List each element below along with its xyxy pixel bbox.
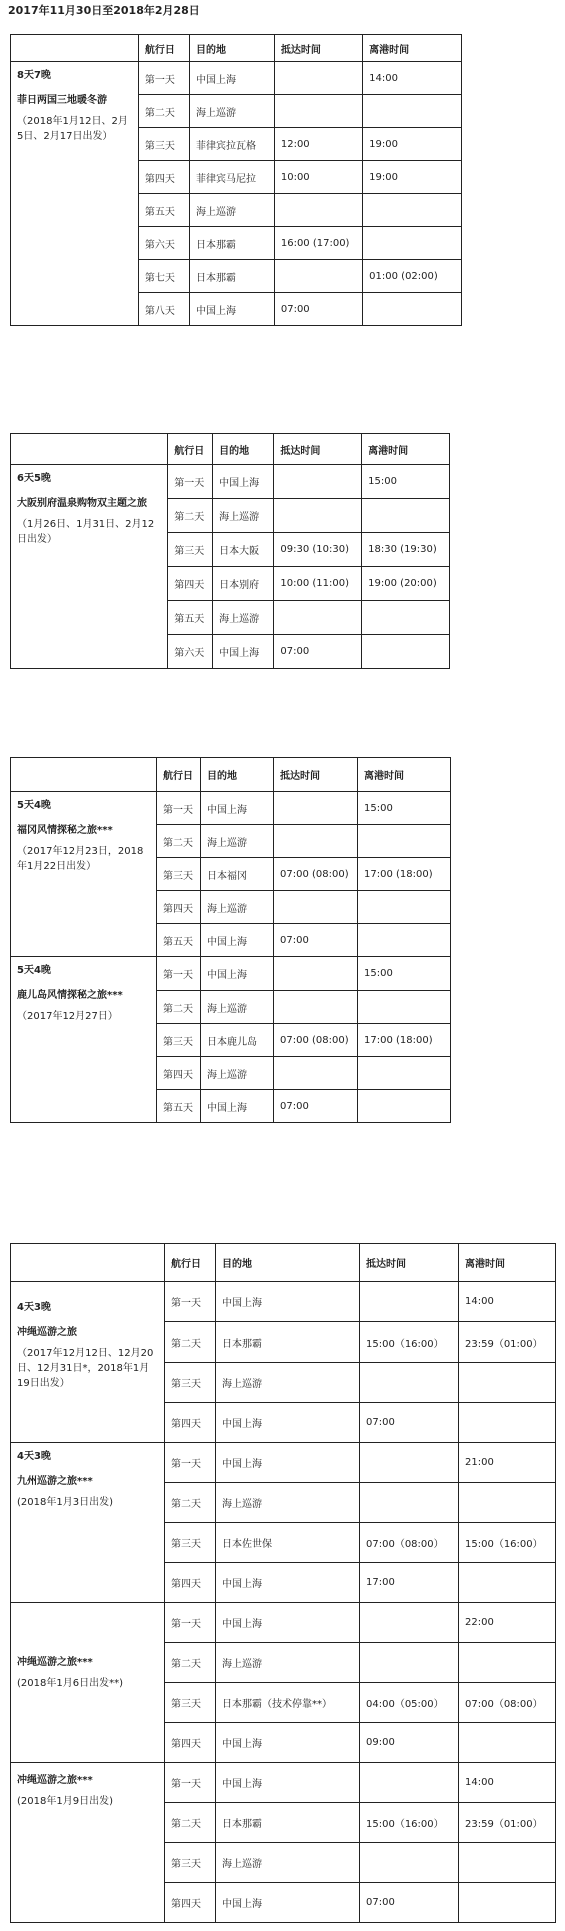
itinerary-info	[11, 1282, 165, 1443]
header-destination: 目的地	[213, 434, 274, 465]
cell-arrival	[274, 1057, 358, 1090]
cell-arrival: 09:30 (10:30)	[274, 533, 362, 567]
itinerary-dates: （2017年12月27日）	[17, 1011, 118, 1022]
cell-departure	[362, 635, 450, 669]
cell-departure: 21:00	[459, 1443, 556, 1483]
cell-departure: 19:00	[363, 128, 462, 161]
cell-day: 第二天	[157, 991, 201, 1024]
itinerary-dates: （1月26日、1月31日、2月12日出发）	[17, 519, 155, 545]
cell-day: 第五天	[157, 1090, 201, 1123]
header-blank	[11, 434, 168, 465]
table-row	[11, 465, 450, 499]
cell-day: 第三天	[165, 1523, 216, 1563]
cell-destination: 日本佐世保	[216, 1523, 360, 1563]
cell-day: 第四天	[168, 567, 213, 601]
cell-departure: 18:30 (19:30)	[362, 533, 450, 567]
cell-destination: 海上巡游	[190, 194, 275, 227]
cell-destination: 日本大阪	[213, 533, 274, 567]
cell-destination: 日本鹿儿岛	[201, 1024, 274, 1057]
itinerary-duration: 5天4晚	[17, 800, 51, 811]
cell-day: 第三天	[165, 1843, 216, 1883]
cell-arrival: 04:00（05:00）	[360, 1683, 459, 1723]
cell-destination: 中国上海	[201, 957, 274, 991]
cell-departure: 15:00	[358, 957, 451, 991]
cell-arrival	[274, 465, 362, 499]
page-title: 2017年11月30日至2018年2月28日	[8, 4, 200, 17]
cell-departure	[358, 924, 451, 957]
cell-destination: 中国上海	[201, 1090, 274, 1123]
itinerary-table-3	[10, 757, 451, 1123]
itinerary-duration: 4天3晚	[17, 1302, 51, 1313]
itinerary-name: 冲绳巡游之旅***	[17, 1775, 93, 1786]
itinerary-info	[11, 792, 157, 957]
cell-day: 第二天	[165, 1322, 216, 1363]
cell-destination: 海上巡游	[216, 1643, 360, 1683]
cell-arrival	[274, 194, 362, 227]
cell-arrival: 07:00	[274, 293, 362, 326]
cell-arrival	[274, 95, 362, 128]
cell-day: 第二天	[138, 95, 189, 128]
cell-arrival: 12:00	[274, 128, 362, 161]
cell-arrival	[274, 891, 358, 924]
cell-destination: 日本那霸（技术停靠**）	[216, 1683, 360, 1723]
cell-arrival	[360, 1483, 459, 1523]
table-header-row	[11, 1244, 556, 1282]
cell-day: 第六天	[168, 635, 213, 669]
cell-arrival: 07:00	[274, 924, 358, 957]
table-row	[11, 792, 451, 825]
cell-destination: 菲律宾马尼拉	[190, 161, 275, 194]
cell-arrival: 15:00（16:00）	[360, 1803, 459, 1843]
cell-arrival	[274, 991, 358, 1024]
table-row	[11, 1763, 556, 1803]
header-departure: 离港时间	[362, 434, 450, 465]
cell-destination: 中国上海	[216, 1723, 360, 1763]
cell-destination: 海上巡游	[216, 1483, 360, 1523]
cell-destination: 中国上海	[201, 792, 274, 825]
cell-day: 第四天	[157, 891, 201, 924]
cell-departure: 15:00	[362, 465, 450, 499]
cell-arrival	[274, 601, 362, 635]
itinerary-name: 冲绳巡游之旅***	[17, 1657, 93, 1668]
cell-day: 第八天	[138, 293, 189, 326]
table-row	[11, 1282, 556, 1322]
itinerary-duration: 6天5晚	[17, 473, 51, 484]
header-destination: 目的地	[190, 35, 275, 62]
header-destination: 目的地	[216, 1244, 360, 1282]
itinerary-name: 冲绳巡游之旅	[17, 1327, 77, 1338]
cell-arrival: 07:00 (08:00)	[274, 1024, 358, 1057]
cell-destination: 中国上海	[216, 1403, 360, 1443]
cell-day: 第二天	[157, 825, 201, 858]
cell-day: 第七天	[138, 260, 189, 293]
cell-arrival: 07:00	[274, 1090, 358, 1123]
cell-departure: 19:00 (20:00)	[362, 567, 450, 601]
itinerary-name: 福冈风情探秘之旅***	[17, 825, 113, 836]
itinerary-name: 九州巡游之旅***	[17, 1476, 93, 1487]
cell-day: 第二天	[168, 499, 213, 533]
itinerary-name: 大阪别府温泉购物双主题之旅	[17, 498, 147, 509]
table-header-row	[11, 35, 462, 62]
itinerary-duration: 8天7晚	[17, 70, 51, 81]
cell-departure: 15:00（16:00）	[459, 1523, 556, 1563]
cell-departure	[358, 1090, 451, 1123]
cell-destination: 海上巡游	[201, 991, 274, 1024]
cell-day: 第五天	[168, 601, 213, 635]
cell-destination: 日本福冈	[201, 858, 274, 891]
header-departure: 离港时间	[459, 1244, 556, 1282]
cell-destination: 中国上海	[201, 924, 274, 957]
cell-departure: 14:00	[459, 1282, 556, 1322]
cell-arrival: 15:00（16:00）	[360, 1322, 459, 1363]
cell-departure: 17:00 (18:00)	[358, 858, 451, 891]
header-arrival: 抵达时间	[360, 1244, 459, 1282]
cell-arrival	[360, 1443, 459, 1483]
cell-departure	[358, 991, 451, 1024]
header-blank	[11, 758, 157, 792]
header-arrival: 抵达时间	[274, 758, 358, 792]
itinerary-dates: （2017年12月12日、12月20日、12月31日*，2018年1月19日出发）	[17, 1348, 154, 1389]
cell-destination: 海上巡游	[201, 1057, 274, 1090]
cell-day: 第二天	[165, 1803, 216, 1843]
cell-destination: 中国上海	[213, 635, 274, 669]
header-blank	[11, 35, 139, 62]
cell-arrival: 17:00	[360, 1563, 459, 1603]
cell-departure	[459, 1403, 556, 1443]
cell-arrival	[360, 1763, 459, 1803]
cell-departure	[363, 95, 462, 128]
cell-departure	[459, 1723, 556, 1763]
cell-destination: 日本那霸	[190, 260, 275, 293]
cell-destination: 中国上海	[216, 1763, 360, 1803]
header-day: 航行日	[157, 758, 201, 792]
cell-departure: 22:00	[459, 1603, 556, 1643]
itinerary-duration: 4天3晚	[17, 1451, 51, 1462]
table-row	[11, 1443, 556, 1483]
header-arrival: 抵达时间	[274, 434, 362, 465]
cell-day: 第一天	[165, 1603, 216, 1643]
cell-destination: 中国上海	[190, 293, 275, 326]
cell-arrival: 09:00	[360, 1723, 459, 1763]
cell-day: 第三天	[157, 1024, 201, 1057]
header-departure: 离港时间	[363, 35, 462, 62]
itinerary-table-2	[10, 433, 450, 669]
itinerary-dates: (2018年1月6日出发**)	[17, 1678, 123, 1689]
cell-departure: 14:00	[363, 62, 462, 95]
cell-arrival	[360, 1363, 459, 1403]
itinerary-info	[11, 957, 157, 1123]
itinerary-dates: （2018年1月12日、2月5日、2月17日出发）	[17, 116, 128, 142]
cell-departure	[459, 1643, 556, 1683]
cell-arrival: 07:00	[360, 1403, 459, 1443]
cell-departure	[362, 499, 450, 533]
itinerary-info	[11, 1603, 165, 1763]
cell-departure	[363, 293, 462, 326]
cell-day: 第四天	[165, 1563, 216, 1603]
header-day: 航行日	[165, 1244, 216, 1282]
cell-destination: 海上巡游	[201, 891, 274, 924]
itinerary-name: 鹿儿岛风情探秘之旅***	[17, 990, 123, 1001]
cell-destination: 日本别府	[213, 567, 274, 601]
cell-day: 第三天	[138, 128, 189, 161]
cell-departure: 01:00 (02:00)	[363, 260, 462, 293]
cell-departure	[459, 1363, 556, 1403]
cell-day: 第四天	[165, 1883, 216, 1923]
cell-day: 第三天	[165, 1683, 216, 1723]
cell-day: 第四天	[138, 161, 189, 194]
cell-day: 第一天	[165, 1443, 216, 1483]
cell-destination: 海上巡游	[216, 1843, 360, 1883]
cell-destination: 海上巡游	[213, 601, 274, 635]
cell-departure	[459, 1483, 556, 1523]
cell-arrival: 16:00 (17:00)	[274, 227, 362, 260]
cell-day: 第二天	[165, 1643, 216, 1683]
cell-departure	[459, 1843, 556, 1883]
cell-day: 第六天	[138, 227, 189, 260]
cell-departure: 23:59（01:00）	[459, 1803, 556, 1843]
cell-departure	[459, 1883, 556, 1923]
cell-departure: 14:00	[459, 1763, 556, 1803]
header-departure: 离港时间	[358, 758, 451, 792]
cell-day: 第三天	[168, 533, 213, 567]
table-header-row	[11, 758, 451, 792]
cell-arrival: 10:00 (11:00)	[274, 567, 362, 601]
cell-arrival	[274, 957, 358, 991]
cell-arrival	[360, 1843, 459, 1883]
cell-destination: 日本那霸	[216, 1322, 360, 1363]
cell-destination: 中国上海	[216, 1282, 360, 1322]
cell-day: 第五天	[157, 924, 201, 957]
table-row	[11, 1603, 556, 1643]
itinerary-duration: 5天4晚	[17, 965, 51, 976]
itinerary-info	[11, 62, 139, 326]
cell-destination: 日本那霸	[190, 227, 275, 260]
cell-destination: 海上巡游	[213, 499, 274, 533]
cell-destination: 中国上海	[216, 1563, 360, 1603]
cell-departure	[363, 194, 462, 227]
cell-arrival	[274, 825, 358, 858]
cell-day: 第四天	[165, 1403, 216, 1443]
cell-departure: 07:00（08:00）	[459, 1683, 556, 1723]
cell-day: 第一天	[138, 62, 189, 95]
itinerary-name: 菲日两国三地暖冬游	[17, 95, 107, 106]
cell-departure	[358, 891, 451, 924]
cell-departure: 17:00 (18:00)	[358, 1024, 451, 1057]
cell-day: 第二天	[165, 1483, 216, 1523]
cell-destination: 海上巡游	[190, 95, 275, 128]
header-day: 航行日	[168, 434, 213, 465]
cell-day: 第四天	[165, 1723, 216, 1763]
cell-destination: 日本那霸	[216, 1803, 360, 1843]
table-header-row	[11, 434, 450, 465]
table-row	[11, 62, 462, 95]
cell-destination: 海上巡游	[216, 1363, 360, 1403]
cell-departure: 15:00	[358, 792, 451, 825]
itinerary-dates: (2018年1月9日出发)	[17, 1796, 113, 1807]
cell-destination: 中国上海	[216, 1443, 360, 1483]
itinerary-info	[11, 1443, 165, 1603]
cell-day: 第一天	[165, 1282, 216, 1322]
cell-arrival	[274, 792, 358, 825]
cell-departure	[362, 601, 450, 635]
cell-day: 第三天	[165, 1363, 216, 1403]
cell-destination: 中国上海	[190, 62, 275, 95]
cell-arrival	[360, 1603, 459, 1643]
cell-arrival	[360, 1643, 459, 1683]
cell-day: 第四天	[157, 1057, 201, 1090]
cell-arrival: 07:00	[274, 635, 362, 669]
table-row	[11, 957, 451, 991]
itinerary-dates: （2017年12月23日，2018年1月22日出发）	[17, 846, 144, 872]
cell-departure	[358, 1057, 451, 1090]
cell-arrival: 07:00（08:00）	[360, 1523, 459, 1563]
cell-arrival	[274, 499, 362, 533]
cell-arrival: 07:00	[360, 1883, 459, 1923]
itinerary-table-4	[10, 1243, 556, 1923]
cell-departure	[459, 1563, 556, 1603]
cell-destination: 中国上海	[213, 465, 274, 499]
cell-destination: 中国上海	[216, 1883, 360, 1923]
cell-day: 第一天	[157, 957, 201, 991]
cell-day: 第三天	[157, 858, 201, 891]
cell-arrival: 10:00	[274, 161, 362, 194]
cell-departure: 23:59（01:00）	[459, 1322, 556, 1363]
header-arrival: 抵达时间	[274, 35, 362, 62]
itinerary-info	[11, 465, 168, 669]
itinerary-table-1	[10, 34, 462, 326]
cell-day: 第一天	[168, 465, 213, 499]
cell-arrival	[274, 62, 362, 95]
itinerary-info	[11, 1763, 165, 1923]
cell-day: 第一天	[165, 1763, 216, 1803]
cell-arrival: 07:00 (08:00)	[274, 858, 358, 891]
cell-arrival	[274, 260, 362, 293]
header-blank	[11, 1244, 165, 1282]
cell-destination: 中国上海	[216, 1603, 360, 1643]
header-destination: 目的地	[201, 758, 274, 792]
cell-departure: 19:00	[363, 161, 462, 194]
header-day: 航行日	[138, 35, 189, 62]
cell-day: 第一天	[157, 792, 201, 825]
cell-destination: 菲律宾拉瓦格	[190, 128, 275, 161]
cell-arrival	[360, 1282, 459, 1322]
cell-destination: 海上巡游	[201, 825, 274, 858]
cell-departure	[358, 825, 451, 858]
cell-departure	[363, 227, 462, 260]
cell-day: 第五天	[138, 194, 189, 227]
itinerary-dates: (2018年1月3日出发)	[17, 1497, 113, 1508]
